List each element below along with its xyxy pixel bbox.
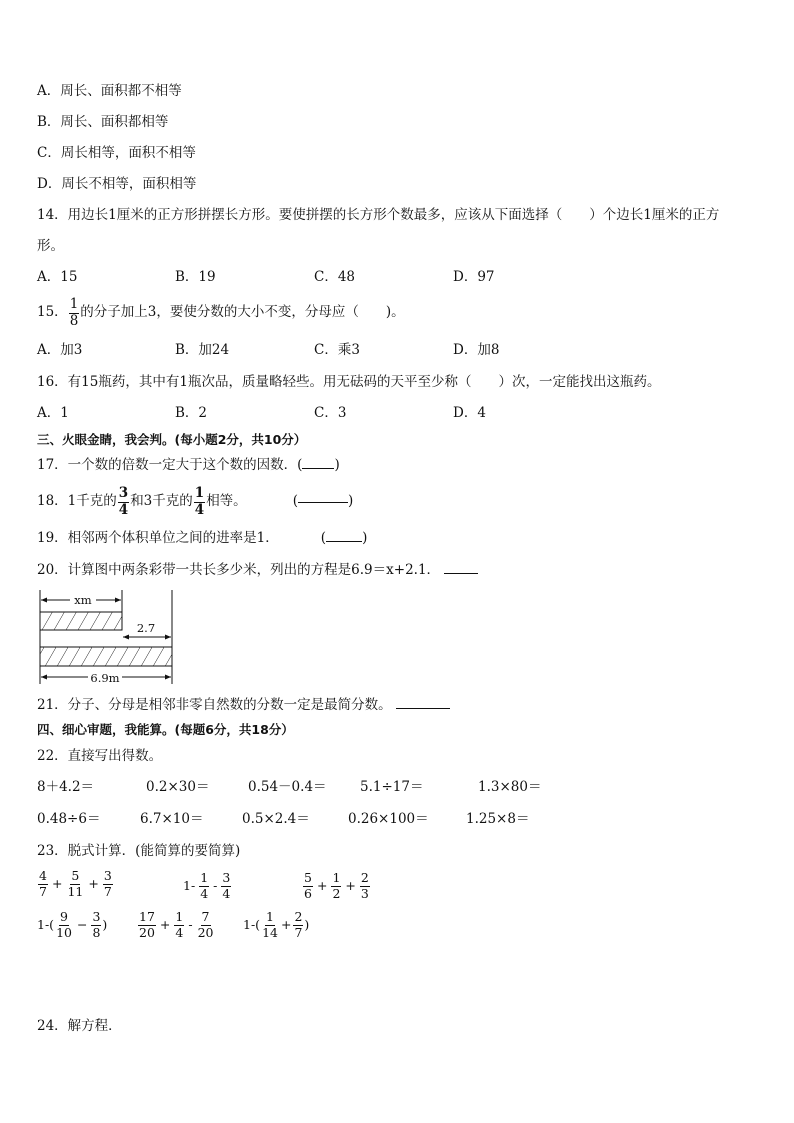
q15-number: 15． (37, 304, 68, 321)
q13-option-a: A．周长、面积都不相等 (37, 83, 182, 99)
fraction (103, 870, 113, 898)
operator: + (159, 916, 171, 932)
section-4-heading: 四、细心审题，我能算。(每题6分，共18分） (37, 722, 294, 737)
fraction-numerator: 17 (139, 909, 155, 924)
fraction-denominator: 10 (56, 924, 72, 940)
answer-blank[interactable] (298, 502, 348, 503)
q22-item: 0.2×30＝ (146, 779, 210, 795)
q23-expression-2 (183, 872, 232, 900)
q15-text: 的分子加上3，要使分数的大小不变，分母应（ )。 (80, 304, 405, 321)
fraction (331, 872, 341, 900)
q15-fraction (69, 298, 80, 328)
answer-blank[interactable] (302, 468, 334, 469)
fraction-denominator: 11 (67, 883, 84, 899)
q19-close-paren: ) (362, 530, 368, 546)
q13-option-d: D．周长不相等，面积相等 (37, 176, 197, 192)
q20-stem (37, 564, 478, 578)
expression-suffix: ) (102, 916, 108, 932)
fraction-denominator: 2 (332, 885, 341, 901)
fraction-denominator: 4 (200, 885, 209, 901)
operator: - (188, 916, 193, 932)
fraction (199, 872, 209, 900)
fraction-numerator: 2 (360, 870, 369, 885)
fraction (66, 870, 84, 898)
diagram-label-bottom: 6.9m (90, 671, 120, 685)
fraction-denominator: 7 (39, 883, 47, 899)
q23-expression-3 (302, 872, 371, 900)
q14-option-a: A．15 (37, 269, 78, 285)
q18-stem (37, 487, 353, 517)
fraction (221, 872, 231, 900)
fraction-denominator: 20 (139, 924, 155, 940)
q17-close-paren: ) (334, 457, 340, 473)
fraction-denominator: 6 (304, 885, 312, 901)
q22-title: 22．直接写出得数。 (37, 748, 163, 764)
fraction-numerator: 2 (294, 909, 303, 924)
q14-option-d: D．97 (453, 269, 495, 285)
fraction-denominator: 3 (360, 885, 369, 901)
fraction-numerator: 5 (304, 870, 312, 885)
diagram-label-mid: 2.7 (136, 621, 156, 635)
q22-item: 1.25×8＝ (466, 811, 530, 827)
operator: - (213, 877, 218, 893)
operator: + (280, 916, 292, 932)
answer-blank[interactable] (326, 541, 362, 542)
fraction (138, 911, 156, 939)
q23-expression-5 (137, 911, 215, 939)
fraction (91, 911, 101, 939)
operator: + (345, 877, 356, 893)
fraction-denominator: 7 (294, 924, 303, 940)
q21-stem (37, 699, 450, 713)
fraction-numerator: 1 (332, 870, 341, 885)
expression-prefix: 1- (183, 877, 196, 893)
q16-option-b: B．2 (175, 405, 208, 421)
expression-suffix: ) (304, 916, 310, 932)
answer-blank[interactable] (444, 573, 478, 574)
fraction (293, 911, 303, 939)
q22-item: 0.26×100＝ (348, 811, 429, 827)
q14-stem-line2: 形。 (37, 238, 64, 254)
fraction (55, 911, 73, 939)
ribbon-diagram (30, 588, 190, 688)
fraction-numerator: 1 (266, 909, 274, 924)
q16-option-a: A．1 (37, 405, 69, 421)
q20-text: 20．计算图中两条彩带一共长多少米，列出的方程是6.9＝x+2.1． (37, 562, 441, 578)
q15-option-a: A．加3 (37, 342, 83, 358)
fraction-numerator: 1 (194, 485, 205, 501)
fraction-numerator: 5 (71, 868, 80, 883)
q23-expression-4 (37, 911, 107, 939)
q23-title: 23．脱式计算．(能简算的要简算) (37, 843, 241, 859)
q16-option-d: D．4 (453, 405, 486, 421)
fraction-numerator: 4 (39, 868, 47, 883)
q16-option-c: C．3 (314, 405, 347, 421)
q24-title: 24．解方程． (37, 1018, 122, 1034)
q18-text-c: 相等。 (206, 493, 247, 510)
fraction-denominator: 20 (197, 924, 214, 940)
q13-option-b: B．周长、面积都相等 (37, 114, 169, 130)
q19-open-paren: ( (320, 530, 327, 546)
q22-item: 8＋4.2＝ (37, 779, 95, 795)
fraction-denominator: 4 (175, 924, 184, 940)
answer-blank[interactable] (396, 708, 450, 709)
q22-item: 0.5×2.4＝ (242, 811, 310, 827)
expression-prefix: 1-( (37, 916, 55, 932)
q18-fraction-2 (194, 487, 205, 517)
fraction-denominator: 7 (103, 883, 112, 899)
operator: + (51, 875, 63, 891)
q23-expression-6 (243, 911, 309, 939)
q13-option-c: C．周长相等，面积不相等 (37, 145, 196, 161)
q22-item: 0.54－0.4＝ (248, 779, 327, 795)
fraction (360, 872, 370, 900)
fraction-numerator: 1 (69, 296, 79, 312)
operator: + (316, 877, 328, 893)
fraction (197, 911, 215, 939)
fraction-denominator: 8 (92, 924, 101, 940)
q17-stem (37, 459, 340, 473)
operator: − (76, 916, 88, 932)
fraction-numerator: 3 (92, 909, 101, 924)
q22-item: 6.7×10＝ (140, 811, 204, 827)
fraction-denominator: 8 (69, 312, 79, 329)
q23-expression-1 (37, 870, 114, 898)
q14-stem-line1: 14．用边长1厘米的正方形拼摆长方形。要使拼摆的长方形个数最多，应该从下面选择（ ）个边长1厘米的正方 (37, 207, 720, 223)
fraction-denominator: 4 (222, 885, 231, 901)
fraction-denominator: 14 (262, 924, 278, 940)
q18-text-a: 18．1千克的 (37, 493, 117, 510)
fraction-denominator: 4 (118, 501, 129, 518)
q18-fraction-1 (118, 487, 129, 517)
fraction-numerator: 1 (200, 870, 209, 885)
fraction-numerator: 7 (201, 909, 210, 924)
q22-item: 1.3×80＝ (478, 779, 542, 795)
fraction-numerator: 3 (118, 485, 129, 501)
q15-option-d: D．加8 (453, 342, 500, 358)
q22-item: 0.48÷6＝ (37, 811, 101, 827)
fraction (174, 911, 184, 939)
q18-open-paren: ( (292, 493, 298, 510)
fraction (303, 872, 313, 900)
q14-option-c: C．48 (314, 269, 356, 285)
fraction-numerator: 9 (60, 909, 68, 924)
q18-text-b: 和3千克的 (130, 493, 193, 510)
q19-text: 19．相邻两个体积单位之间的进率是1． (37, 530, 279, 546)
fraction (38, 870, 48, 898)
q15-stem (37, 298, 405, 328)
q15-option-c: C．乘3 (314, 342, 360, 358)
q19-stem (37, 532, 367, 546)
q16-stem: 16．有15瓶药，其中有1瓶次品，质量略轻些。用无砝码的天平至少称（ ）次，一定能找出这瓶药。 (37, 374, 661, 390)
diagram-label-top: xm (74, 593, 92, 607)
expression-prefix: 1-( (243, 916, 261, 932)
q15-option-b: B．加24 (175, 342, 230, 358)
operator: + (88, 875, 99, 891)
q22-item: 5.1÷17＝ (360, 779, 424, 795)
fraction-numerator: 3 (222, 870, 231, 885)
q14-option-b: B．19 (175, 269, 216, 285)
q18-close-paren: ) (347, 493, 354, 510)
fraction (261, 911, 279, 939)
fraction-numerator: 3 (103, 868, 112, 883)
q17-text: 17．一个数的倍数一定大于这个数的因数．( (37, 457, 303, 473)
fraction-numerator: 1 (175, 909, 184, 924)
top-ribbon (40, 612, 122, 630)
q21-text: 21．分子、分母是相邻非零自然数的分数一定是最简分数。 (37, 697, 392, 713)
fraction-denominator: 4 (194, 501, 205, 518)
section-3-heading: 三、火眼金睛，我会判。(每小题2分，共10分） (37, 432, 307, 447)
bottom-ribbon (40, 647, 172, 666)
